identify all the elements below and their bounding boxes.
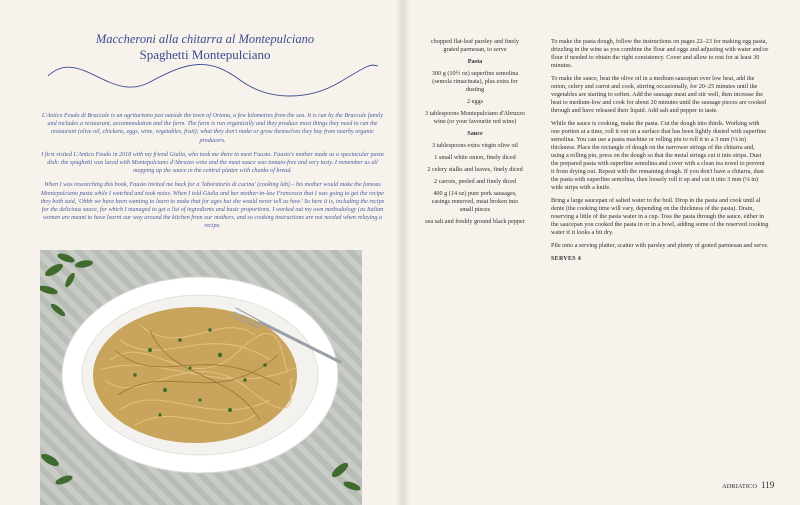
- method-step: Bring a large saucepan of salted water to the boil. Drop in the pasta and cook until al dente (the cooking time will vary, depending on the thickness of the pasta). Drain, reserving a little of the pasta water in a cup. Toss the pasta through the sauce, either in the saucepan you cooked the pasta in or in a bowl, adding some of the reserved cooking water if it looks a bit dry.: [551, 197, 769, 236]
- method-step: To make the pasta dough, follow the instructions on pages 22–23 for making egg pasta, drizzling in the wine as you combine the flour and eggs and adjusting with water and/or flour if needed to obtain the right consistency. Cover and allow to rest for at least 30 minutes.: [551, 38, 769, 69]
- pasta-plate-illustration: [40, 250, 362, 505]
- ingredient-item: 2 carrots, peeled and finely diced: [433, 178, 517, 185]
- ingredient-item: sea salt and freshly ground black pepper: [425, 218, 525, 225]
- ingredients-heading-sauce: Sauce: [467, 130, 483, 137]
- method-step: While the sauce is cooking, make the pasta. Cut the dough into thirds. Working with one portion at a time, roll it out on a surface that has been lightly dusted with superfine semolina. You can use a pasta machine or rolling pin to roll it to a 3 mm (⅛ in) thickness. Place the rectangle of dough on the narrower strings of the chitarra and, using a rolling pin, press on the dough so that the metal strings cut it into strips. Dust the prepared pasta with superfine semolina and cover with a clean tea towel to prevent it from drying out. Repeat with the remaining dough. If you don't have a chitarra, dust the pasta with superfine semolina, then loosely roll it up and cut it into 3 mm (⅛ in) wide strips with a knife.: [551, 120, 767, 191]
- ingredient-item: 1 small white onion, finely diced: [434, 154, 516, 161]
- pasta-photo: [40, 250, 362, 505]
- ingredient-item: 300 g (10½ oz) superfine semolina (semola rimacinata), plus extra for dusting: [431, 70, 519, 93]
- ingredients-list: [425, 38, 525, 230]
- recipe-title-english: Spaghetti Montepulciano: [139, 47, 271, 62]
- page-gutter: [396, 0, 410, 505]
- intro-paragraph: L'Antico Feudo di Braccale is an agriturismo just outside the town of Ortona, a few kilometres from the sea. It is run by the Braccale family and includes a restaurant, accommodation and the farm. The farm is run organically and they produce most things they need to run the restaurant (olive oil, chickens, eggs, wine, vegetables, fruit); what they don't make or grow themselves they buy from nearby organic producers.: [41, 113, 384, 144]
- method-step: Pile onto a serving platter, scatter with parsley and plenty of grated parmesan and serve.: [551, 242, 769, 249]
- footer-section-name: ADRIATICO: [722, 483, 758, 490]
- decorative-squiggle: [40, 52, 380, 102]
- intro-paragraph: I first visited L'Antico Feudo in 2018 with my friend Giulia, who took me there to meet Fausto. Fausto's mother made us a spectacular pasta dish: the spaghetti was laced with Montepulciano d'Abruzzo wine and the meat sauce was tomato-free and very tasty. I remember us all mopping up the sauce in the central platter with chunks of bread.: [41, 151, 384, 175]
- page-number: 119: [761, 480, 775, 490]
- page-footer: [722, 480, 774, 490]
- ingredients-heading-pasta: Pasta: [467, 58, 483, 65]
- ingredient-item: 400 g (14 oz) pure pork sausages, casings removed, meat broken into small pieces: [431, 190, 519, 213]
- serves-label: SERVES 4: [551, 256, 582, 262]
- recipe-intro: [40, 112, 385, 237]
- ingredient-item: 3 tablespoons extra virgin olive oil: [432, 142, 518, 149]
- ingredient-item: 2 eggs: [467, 98, 483, 105]
- recipe-method: [551, 38, 769, 268]
- method-step: To make the sauce, heat the olive oil in a medium saucepan over low heat, add the onion, celery and carrot and cook, stirring occasionally, for 20–25 minutes until the vegetables are starting to soften. Add the sausage meat and stir well, then increase the heat to medium-low and cook for about 20 minutes until the sausage pieces are cooked through and have released their liquid. Add salt and pepper to taste.: [551, 75, 767, 114]
- intro-paragraph: When I was researching this book, Fausto invited me back for a 'laboratorio di cucina' (cooking lab) – his mother would make the famous Montepulciano pasta while I watched and took notes. When I told Giulia and her mother-in-law Francesca that I was going to get the recipe they both said, 'Ohhh we have been wanting to learn to make that for ages but she would never tell us how.' So here it is, including the recipe for the delicious sauce, for which I managed to get a list of ingredients and basic proportions. I worked out my own methodology (as Italian women are meant to have learnt our way around the kitchen from our mothers, and so cooking instructions are not needed when relaying a recipe.: [40, 182, 385, 230]
- recipe-title-italian: Maccheroni alla chitarra al Montepulciano: [95, 32, 315, 46]
- ingredient-item: 2 celery stalks and leaves, finely diced: [427, 166, 523, 173]
- ingredient-item: 3 tablespoons Montepulciano d'Abruzzo wine (or your favourite red wine): [425, 110, 525, 125]
- ingredient-item: chopped flat-leaf parsley and finely grated parmesan, to serve: [431, 38, 519, 53]
